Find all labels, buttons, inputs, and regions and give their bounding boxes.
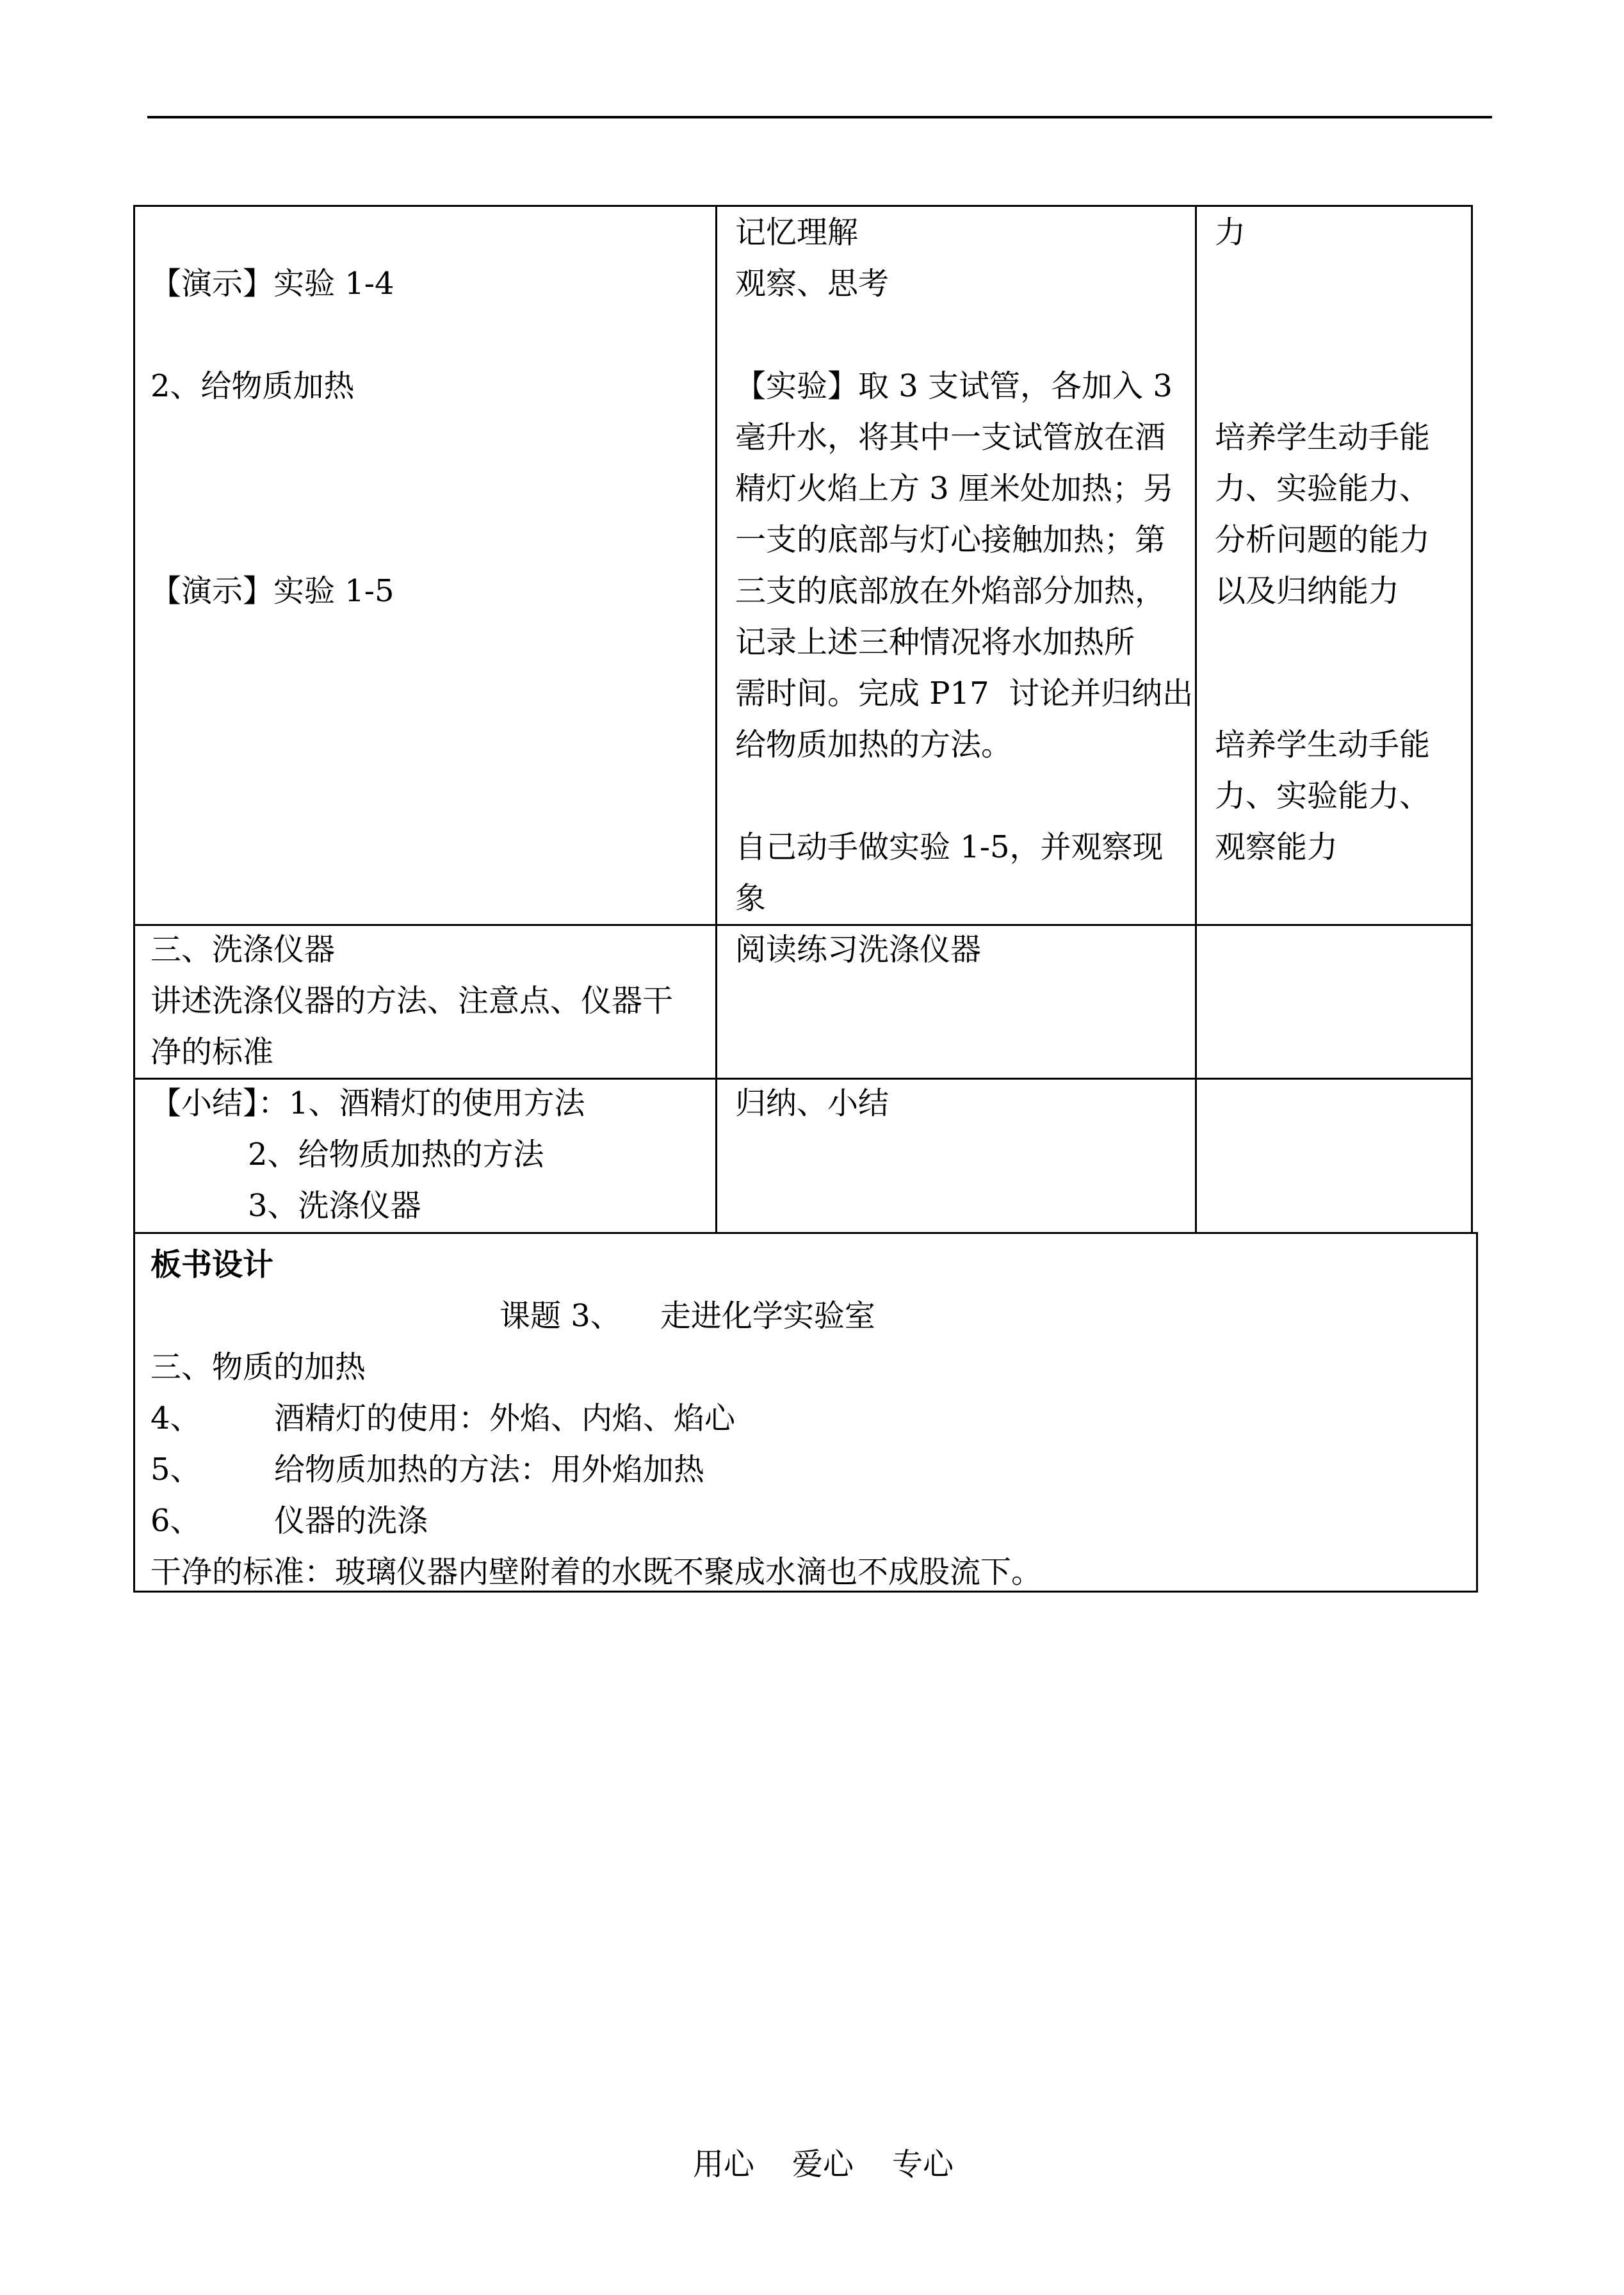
- cleanliness-standard: 干净的标准：玻璃仪器内壁附着的水既不聚成水滴也不成股流下。: [150, 1554, 1043, 1590]
- washing-description: 讲述洗涤仪器的方法、注意点、仪器干: [150, 983, 674, 1019]
- washing-description: 净的标准: [150, 1034, 274, 1070]
- board-item-number: 6、: [150, 1503, 201, 1539]
- board-item-number: 4、: [150, 1400, 201, 1436]
- washing-heading: 三、洗涤仪器: [150, 932, 336, 968]
- student-activity-line: 三支的底部放在外焰部分加热，: [735, 573, 1166, 609]
- design-intent-line: 力: [1215, 215, 1246, 250]
- demo-experiment-1-4: 【演示】实验 1-4: [150, 266, 394, 302]
- column-divider: [715, 205, 717, 1234]
- board-item-text: 给物质加热的方法：用外焰加热: [274, 1452, 705, 1488]
- student-activity-line: 需时间。完成 P17 讨论并归纳出: [735, 676, 1194, 711]
- design-intent-line: 分析问题的能力: [1215, 522, 1431, 558]
- student-activity-line: 观察、思考: [735, 266, 889, 302]
- design-intent-line: 观察能力: [1215, 829, 1338, 865]
- column-divider: [1195, 205, 1197, 1234]
- board-item-text: 酒精灯的使用：外焰、内焰、焰心: [274, 1400, 736, 1436]
- design-intent-line: 培养学生动手能: [1215, 727, 1431, 763]
- row-divider: [133, 1232, 1478, 1234]
- board-heading: 板书设计: [150, 1247, 274, 1283]
- summary-item: 3、洗涤仪器: [248, 1188, 421, 1224]
- student-activity-line: 精灯火焰上方 3 厘米处加热；另: [735, 471, 1174, 507]
- board-right-border: [1476, 1232, 1478, 1593]
- footer-text: 专心: [892, 2146, 954, 2182]
- student-activity-line: 一支的底部与灯心接触加热；第: [735, 522, 1166, 558]
- summary-item: 2、给物质加热的方法: [248, 1137, 544, 1172]
- student-activity-line: 毫升水，将其中一支试管放在酒: [735, 419, 1166, 455]
- student-activity-line: 【实验】取 3 支试管，各加入 3: [735, 368, 1173, 404]
- design-intent-line: 力、实验能力、: [1215, 471, 1431, 507]
- table-right-border: [1471, 205, 1473, 1234]
- board-item-number: 5、: [150, 1452, 201, 1488]
- design-intent-line: 培养学生动手能: [1215, 419, 1431, 455]
- design-intent-line: 力、实验能力、: [1215, 778, 1431, 814]
- student-activity-line: 记录上述三种情况将水加热所: [735, 624, 1135, 660]
- student-activity-line: 给物质加热的方法。: [735, 727, 1012, 763]
- heating-heading: 2、给物质加热: [150, 368, 355, 404]
- student-activity-line: 象: [735, 880, 767, 916]
- footer-text: 爱心: [792, 2146, 854, 2182]
- student-activity-line: 自己动手做实验 1-5，并观察现: [735, 829, 1164, 865]
- table-left-border: [133, 205, 135, 1593]
- washing-activity: 阅读练习洗涤仪器: [735, 932, 982, 968]
- board-title: 课题 3、 走进化学实验室: [499, 1298, 875, 1334]
- board-item-text: 仪器的洗涤: [274, 1503, 428, 1539]
- footer-text: 用心: [693, 2146, 755, 2182]
- summary-item: 【小结】：1、酒精灯的使用方法: [150, 1085, 585, 1121]
- board-section: 三、物质的加热: [150, 1349, 366, 1385]
- demo-experiment-1-5: 【演示】实验 1-5: [150, 573, 394, 609]
- student-activity-line: 记忆理解: [735, 215, 859, 250]
- summary-activity: 归纳、小结: [735, 1085, 889, 1121]
- header-rule: [147, 116, 1492, 118]
- design-intent-line: 以及归纳能力: [1215, 573, 1400, 609]
